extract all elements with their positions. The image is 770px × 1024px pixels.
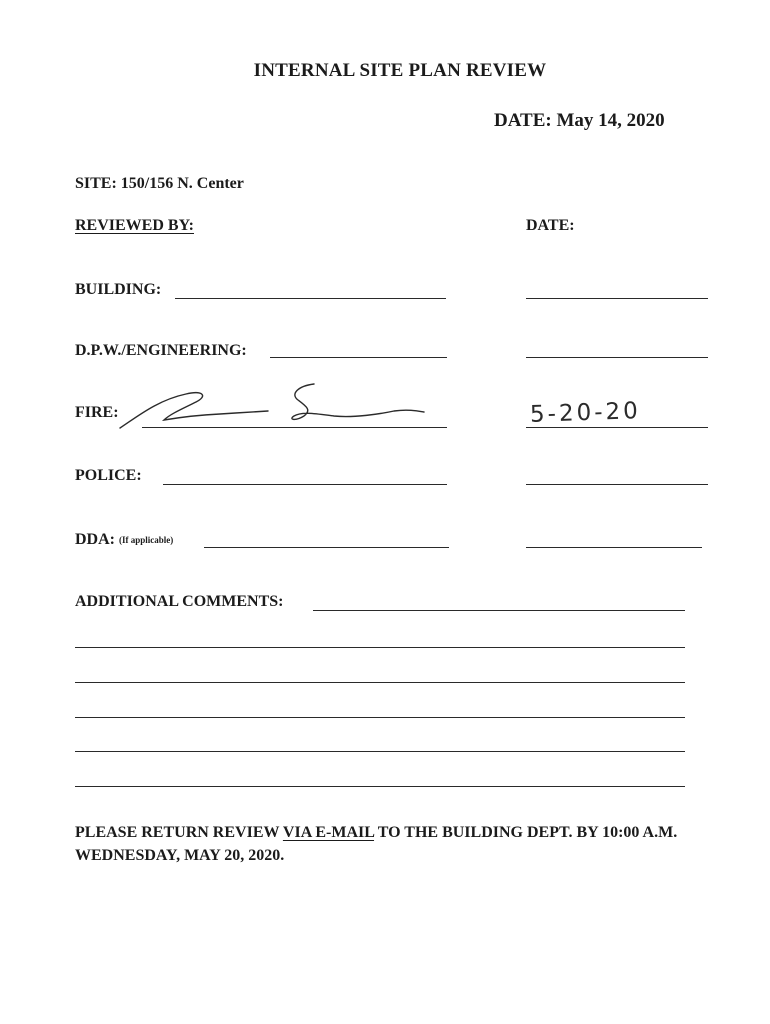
date-column-heading: DATE: [526,217,575,234]
comments-line-4[interactable] [75,717,685,718]
site-value: 150/156 N. Center [120,175,244,192]
comments-line-5[interactable] [75,751,685,752]
header-date-value: May 14, 2020 [556,110,665,131]
comments-line-2[interactable] [75,647,685,648]
dda-label [75,531,173,549]
dda-signature-line[interactable] [204,547,449,548]
building-date-line[interactable] [526,298,708,299]
header-date-label: DATE: [494,110,552,131]
dda-label-text: DDA: [75,531,115,548]
comments-line-3[interactable] [75,682,685,683]
dpw-signature-line[interactable] [270,357,447,358]
dpw-engineering-label: D.P.W./ENGINEERING: [75,342,247,359]
building-signature-line[interactable] [175,298,446,299]
fire-handwritten-date: 5-20-20 [529,398,642,428]
dda-note: (If applicable) [119,535,174,545]
site-label: SITE: [75,175,117,192]
fire-date-line[interactable] [526,427,708,428]
header-date [494,110,665,132]
footer-text-2: TO THE BUILDING DEPT. BY 10:00 A.M. WEDNESDAY, MAY 20, 2020. [75,824,678,864]
building-label: BUILDING: [75,281,162,298]
reviewed-by-heading: REVIEWED BY: [75,217,194,234]
police-label: POLICE: [75,467,142,484]
footer-email-emphasis: VIA E-MAIL [282,824,375,841]
police-date-line[interactable] [526,484,708,485]
comments-line-1[interactable] [313,610,685,611]
additional-comments-label: ADDITIONAL COMMENTS: [75,593,284,610]
footer-text-1: PLEASE RETURN REVIEW [75,824,283,841]
dda-date-line[interactable] [526,547,702,548]
dpw-date-line[interactable] [526,357,708,358]
police-signature-line[interactable] [163,484,447,485]
fire-label: FIRE: [75,404,119,421]
site-field [75,175,244,193]
return-instructions [75,821,725,867]
comments-line-6[interactable] [75,786,685,787]
fire-signature [118,378,438,436]
page-title: INTERNAL SITE PLAN REVIEW [253,60,547,81]
